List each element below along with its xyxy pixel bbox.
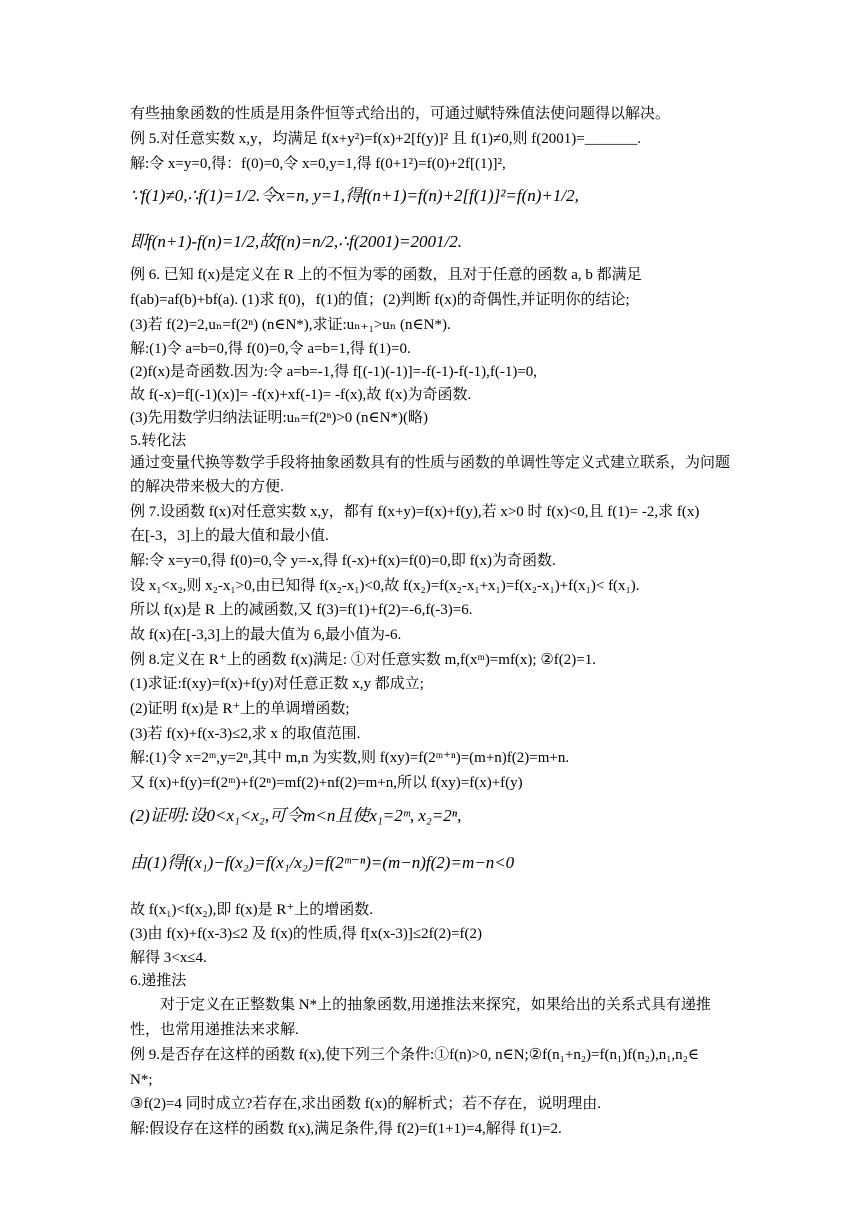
- text-line: ③f(2)=4 同时成立?若存在,求出函数 f(x)的解析式；若不存在，说明理由.: [130, 1096, 602, 1112]
- text-line: (2)证明 f(x)是 R⁺上的单调增函数;: [130, 701, 350, 717]
- text-line: 解:(1)令 a=b=0,得 f(0)=0,令 a=b=1,得 f(1)=0.: [130, 341, 411, 357]
- text-line: (3)若 f(2)=2,uₙ=f(2ⁿ) (n∈N*),求证:uₙ₊₁>uₙ (n∈N*).: [130, 317, 451, 333]
- text-line: 所以 f(x)是 R 上的减函数,又 f(3)=f(1)+f(2)=-6,f(-3)=6.: [130, 602, 473, 618]
- text-line: 对于定义在正整数集 N*上的抽象函数,用递推法来探究，如果给出的关系式具有递推: [160, 997, 711, 1013]
- text-line: 在[-3，3]上的最大值和最小值.: [130, 528, 329, 544]
- text-line: 解:令 x=y=0,得 f(0)=0,令 y=-x,得 f(-x)+f(x)=f(0)=0,即 f(x)为奇函数.: [130, 553, 556, 569]
- text-line: 设 x₁<x₂,则 x₂-x₁>0,由已知得 f(x₂-x₁)<0,故 f(x₂)=f(x₂-x₁+x₁)=f(x₂-x₁)+f(x₁)< f(x₁).: [130, 578, 640, 594]
- formula-line: 由(1)得f(x₁)−f(x₂)=f(x₁/x₂)=f(2ᵐ⁻ⁿ)=(m−n)f(2)=m−n<0: [130, 853, 515, 872]
- text-line: (2)f(x)是奇函数.因为:令 a=b=-1,得 f[(-1)(-1)]=-f(-1)-f(-1),f(-1)=0,: [130, 364, 538, 380]
- text-line: 故 f(-x)=f[(-1)(x)]= -f(x)+xf(-1)= -f(x),故 f(x)为奇函数.: [130, 387, 472, 403]
- text-line: 解得 3<x≤4.: [130, 950, 207, 966]
- text-line: 故 f(x)在[-3,3]上的最大值为 6,最小值为-6.: [130, 627, 402, 643]
- text-line: (3)若 f(x)+f(x-3)≤2,求 x 的取值范围.: [130, 726, 361, 742]
- text-line: 有些抽象函数的性质是用条件恒等式给出的，可通过赋特殊值法使问题得以解决。: [130, 106, 671, 122]
- text-line: 性，也常用递推法来求解.: [130, 1022, 299, 1038]
- text-line: 解:令 x=y=0,得：f(0)=0,令 x=0,y=1,得 f(0+1²)=f(0)+2f[(1)]²,: [130, 156, 506, 172]
- formula-line: ∵f(1)≠0,∴f(1)=1/2.令x=n, y=1,得f(n+1)=f(n)+2[f(1)]²=f(n)+1/2,: [130, 186, 579, 205]
- text-line: 例 5.对任意实数 x,y，均满足 f(x+y²)=f(x)+2[f(y)]² 且 f(1)≠0,则 f(2001)=_______.: [130, 131, 641, 147]
- formula-line: (2)证明:设0<x₁<x₂,可令m<n且使x₁=2ᵐ, x₂=2ⁿ,: [130, 806, 462, 825]
- text-line: 又 f(x)+f(y)=f(2ᵐ)+f(2ⁿ)=mf(2)+nf(2)=m+n,所以 f(xy)=f(x)+f(y): [130, 775, 523, 791]
- text-line: 例 7.设函数 f(x)对任意实数 x,y，都有 f(x+y)=f(x)+f(y),若 x>0 时 f(x)<0,且 f(1)= -2,求 f(x): [130, 504, 700, 520]
- section-heading: 6.递推法: [130, 973, 187, 989]
- text-line: 的解决带来极大的方便.: [130, 479, 284, 495]
- text-line: (3)由 f(x)+f(x-3)≤2 及 f(x)的性质,得 f[x(x-3)]≤2f(2)=f(2): [130, 926, 483, 942]
- text-line: 解:假设存在这样的函数 f(x),满足条件,得 f(2)=f(1+1)=4,解得 f(1)=2.: [130, 1121, 562, 1137]
- text-line: f(ab)=af(b)+bf(a). (1)求 f(0)，f(1)的值；(2)判断 f(x)的奇偶性,并证明你的结论;: [130, 292, 630, 308]
- section-heading: 5.转化法: [130, 433, 187, 449]
- text-line: 通过变量代换等数学手段将抽象函数具有的性质与函数的单调性等定义式建立联系，为问题: [130, 455, 731, 471]
- text-line: 解:(1)令 x=2ᵐ,y=2ⁿ,其中 m,n 为实数,则 f(xy)=f(2ᵐ⁺ⁿ)=(m+n)f(2)=m+n.: [130, 750, 570, 766]
- text-line: 例 8.定义在 R⁺上的函数 f(x)满足: ①对任意实数 m,f(xᵐ)=mf(x); ②f(2)=1.: [130, 652, 596, 668]
- text-line: N*;: [130, 1072, 153, 1088]
- formula-line: 即f(n+1)-f(n)=1/2,故f(n)=n/2,∴f(2001)=2001/2.: [130, 232, 462, 251]
- text-line: (3)先用数学归纳法证明:uₙ=f(2ⁿ)>0 (n∈N*)(略): [130, 410, 428, 426]
- text-line: 故 f(x₁)<f(x₂),即 f(x)是 R⁺上的增函数.: [130, 902, 374, 918]
- text-line: 例 6. 已知 f(x)是定义在 R 上的不恒为零的函数，且对于任意的函数 a, b 都满足: [130, 267, 642, 283]
- text-line: (1)求证:f(xy)=f(x)+f(y)对任意正数 x,y 都成立;: [130, 676, 424, 692]
- text-line: 例 9.是否存在这样的函数 f(x),使下列三个条件:①f(n)>0, n∈N;②f(n₁+n₂)=f(n₁)f(n₂),n₁,n₂∈: [130, 1047, 700, 1063]
